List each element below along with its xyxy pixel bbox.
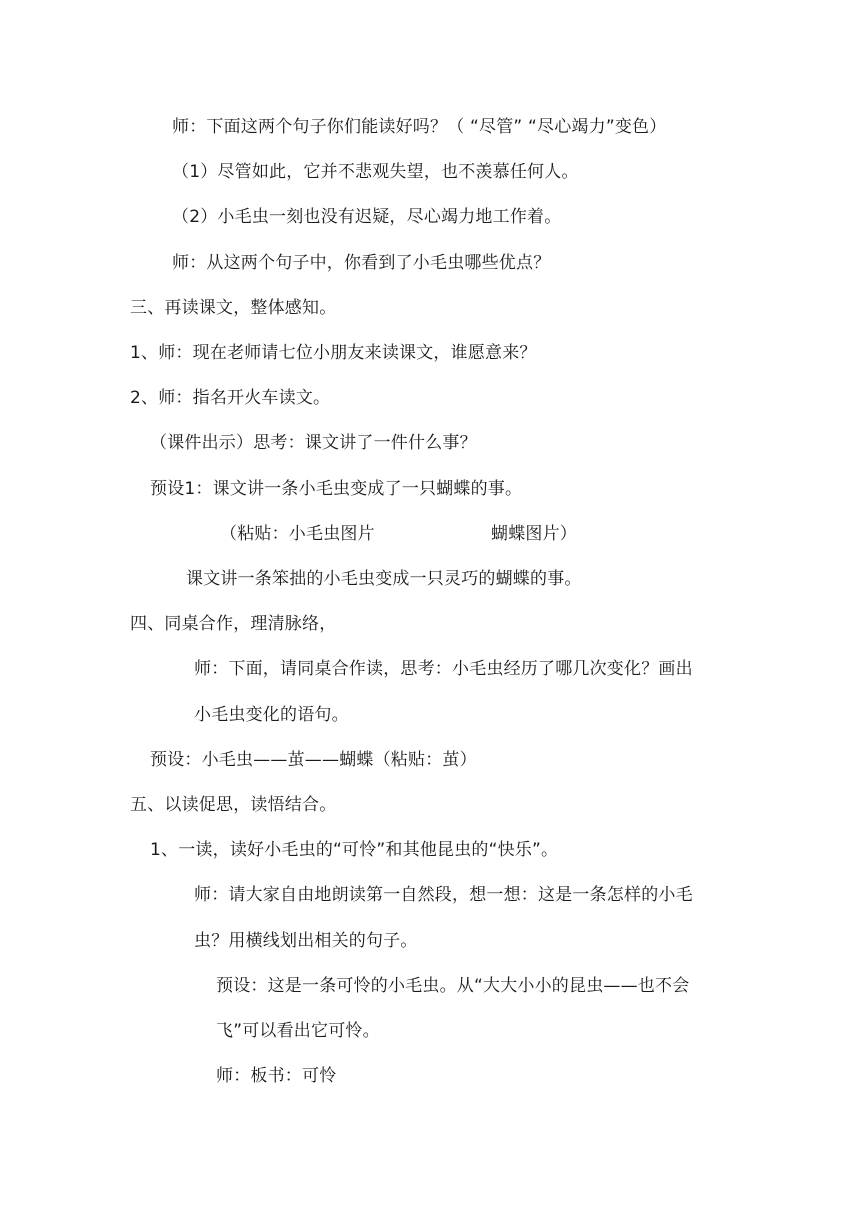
text-line: 课文讲一条笨拙的小毛虫变成一只灵巧的蝴蝶的事。 bbox=[186, 569, 582, 589]
text-line: 预设：这是一条可怜的小毛虫。从“大大小小的昆虫——也不会 bbox=[216, 976, 690, 996]
text-line: 虫？用横线划出相关的句子。 bbox=[194, 931, 418, 951]
text-line: 预设1：课文讲一条小毛虫变成了一只蝴蝶的事。 bbox=[150, 479, 523, 499]
text-line: 1、一读，读好小毛虫的“可怜”和其他昆虫的“快乐”。 bbox=[150, 840, 559, 860]
section-heading: 五、以读促思，读悟结合。 bbox=[130, 795, 337, 815]
text-line: 小毛虫变化的语句。 bbox=[194, 705, 349, 725]
text-line: （1）尽管如此，它并不悲观失望，也不羡慕任何人。 bbox=[172, 162, 579, 182]
text-line: 蝴蝶图片） bbox=[491, 524, 577, 544]
text-line: （粘贴：小毛虫图片 bbox=[220, 524, 375, 544]
text-line: 师：下面，请同桌合作读，思考：小毛虫经历了哪几次变化？画出 bbox=[194, 659, 693, 679]
text-line: 1、师：现在老师请七位小朋友来读课文，谁愿意来？ bbox=[130, 343, 537, 363]
text-line: 师：板书：可怜 bbox=[216, 1066, 337, 1086]
text-line: 飞”可以看出它可怜。 bbox=[216, 1021, 380, 1041]
text-line: 师：请大家自由地朗读第一自然段，想一想：这是一条怎样的小毛 bbox=[194, 885, 693, 905]
section-heading: 四、同桌合作，理清脉络， bbox=[130, 614, 337, 634]
section-heading: 三、再读课文，整体感知。 bbox=[130, 298, 337, 318]
text-line: 预设：小毛虫——茧——蝴蝶（粘贴：茧） bbox=[150, 750, 477, 770]
text-line: 师：从这两个句子中，你看到了小毛虫哪些优点？ bbox=[172, 253, 551, 273]
text-line: 师：下面这两个句子你们能读好吗？（ “尽管” “尽心竭力”变色） bbox=[172, 117, 667, 137]
text-line: （2）小毛虫一刻也没有迟疑，尽心竭力地工作着。 bbox=[172, 207, 562, 227]
text-line: 2、师：指名开火车读文。 bbox=[130, 388, 331, 408]
text-line: （课件出示）思考：课文讲了一件什么事？ bbox=[150, 433, 477, 453]
